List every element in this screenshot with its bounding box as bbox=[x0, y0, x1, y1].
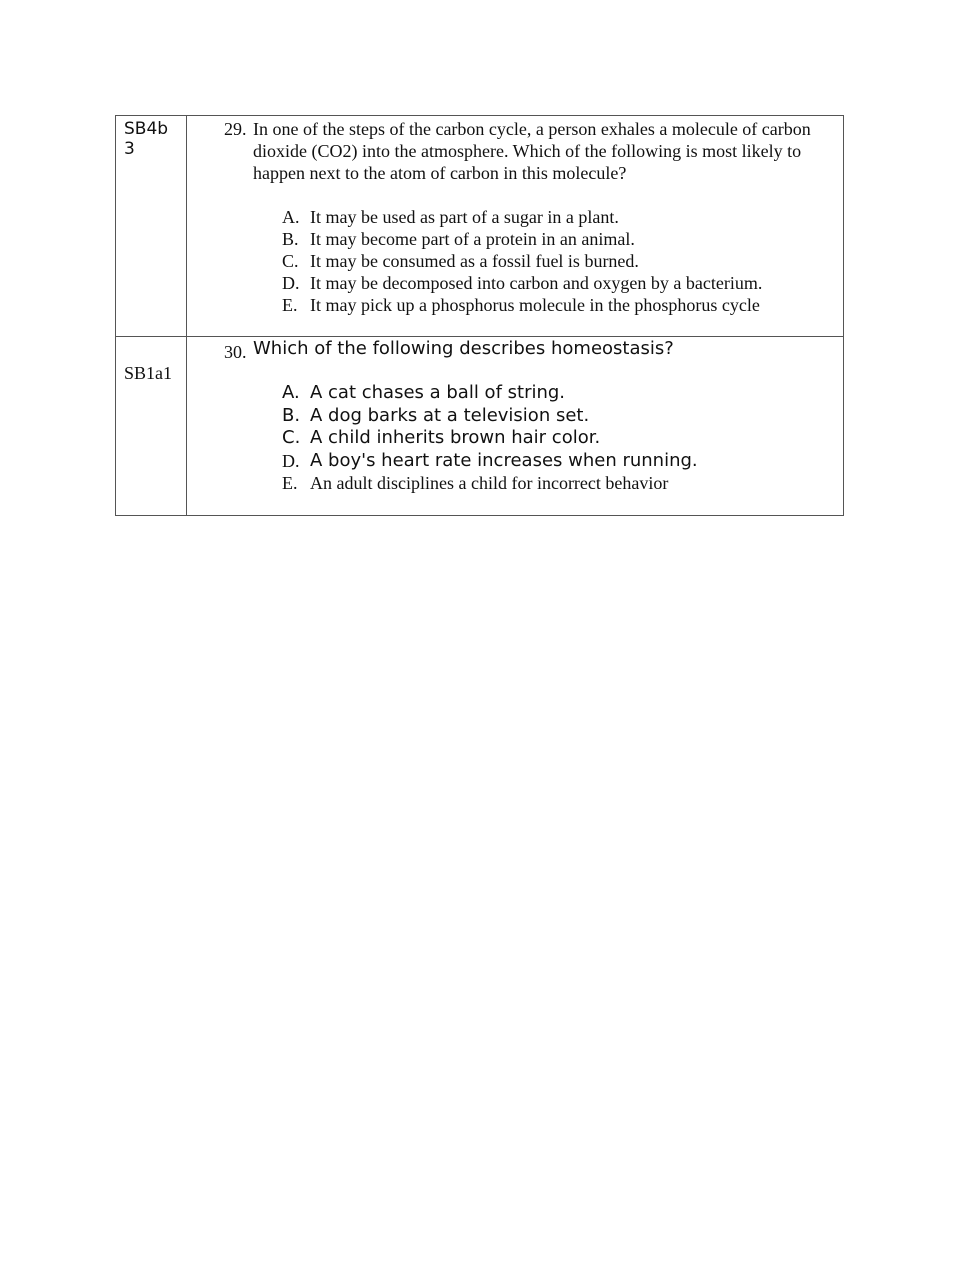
answer-text: It may be consumed as a fossil fuel is burned. bbox=[310, 251, 639, 271]
answer-text: A dog barks at a television set. bbox=[310, 404, 590, 426]
standard-code: SB4b3 bbox=[124, 119, 169, 159]
answer-letter: A. bbox=[282, 382, 300, 403]
answer-option bbox=[253, 382, 831, 405]
question-cell bbox=[187, 116, 844, 337]
question-cell bbox=[187, 337, 844, 516]
answer-text: It may become part of a protein in an animal. bbox=[310, 229, 635, 249]
answer-letter: C. bbox=[282, 427, 301, 448]
question-text: In one of the steps of the carbon cycle, a person exhales a molecule of carbon dioxide (CO2) into the atmosphere. Which of the following is most likely to happen next to the atom of carbon in this molecule? bbox=[253, 119, 811, 183]
question-table bbox=[115, 115, 844, 516]
answer-letter: E. bbox=[282, 473, 298, 493]
answer-option bbox=[253, 250, 831, 272]
answer-option bbox=[253, 405, 831, 428]
answer-letter: B. bbox=[282, 229, 299, 249]
standard-cell bbox=[116, 337, 187, 516]
answer-letter: D. bbox=[282, 273, 300, 293]
answer-option bbox=[253, 427, 831, 450]
answer-option bbox=[253, 294, 831, 316]
answer-text: An adult disciplines a child for incorrect behavior bbox=[310, 473, 669, 493]
answer-option bbox=[253, 206, 831, 228]
answer-letter: B. bbox=[282, 404, 301, 426]
question-row bbox=[116, 337, 844, 516]
answer-letter: E. bbox=[282, 295, 298, 315]
standard-cell bbox=[116, 116, 187, 337]
question-number: 30. bbox=[224, 342, 247, 362]
answer-list bbox=[253, 206, 831, 316]
answer-option bbox=[253, 272, 831, 294]
answer-option bbox=[253, 450, 831, 473]
answer-text: A cat chases a ball of string. bbox=[310, 382, 566, 403]
question-text: Which of the following describes homeostasis? bbox=[253, 338, 674, 359]
question-row bbox=[116, 116, 844, 337]
standard-code: SB1a1 bbox=[124, 363, 173, 383]
answer-option bbox=[253, 228, 831, 250]
answer-option bbox=[253, 472, 831, 494]
answer-text: It may be decomposed into carbon and oxygen by a bacterium. bbox=[310, 273, 763, 293]
answer-text: A child inherits brown hair color. bbox=[310, 427, 601, 448]
question-number: 29. bbox=[224, 119, 247, 139]
answer-letter: D. bbox=[282, 450, 300, 471]
answer-letter: C. bbox=[282, 251, 299, 271]
question-block bbox=[187, 116, 843, 336]
answer-text: It may pick up a phosphorus molecule in the phosphorus cycle bbox=[310, 295, 760, 315]
question-block bbox=[187, 337, 843, 514]
answer-list bbox=[253, 382, 831, 494]
answer-text: It may be used as part of a sugar in a plant. bbox=[310, 207, 619, 227]
answer-text: A boy's heart rate increases when running. bbox=[310, 449, 698, 471]
answer-letter: A. bbox=[282, 207, 300, 227]
